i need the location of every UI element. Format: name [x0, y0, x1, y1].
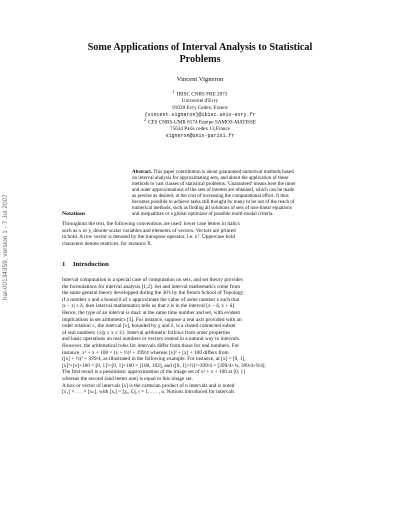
intro-line: of real numbers {x|x̲ ≤ x ≤ x̄}. Interval arithmetic follows from order properties: [62, 329, 231, 336]
affiliation-2-email: vigneron@univ-paris1.fr: [165, 132, 235, 139]
notations-line: characters denote matrices, for instance X.: [62, 240, 153, 247]
intro-line: the formulations for interval analysis [1,2]. Set and interval mathematics come from: [62, 283, 241, 290]
affiliation-1-line-1: $^1$IBISC CNRS FRE 2873: [172, 89, 228, 98]
intro-line: order relation ≤, the interval [x], bounded by x̲ and x̄, is a closed connected subset: [62, 323, 236, 330]
intro-line: and basic operations on real numbers or vectors extend in a natural way to intervals.: [62, 336, 241, 343]
intro-line: The first result is a pessimistic approximation of the image set of x² + x + 100 at [0, 1]: [62, 369, 245, 376]
abstract-line: methods to vast classes of statistical problems. 'Guaranteed' means here the inner: [132, 181, 296, 188]
abstract-line: and outer approximations of the sets of interest are obtained, which can be made: [132, 187, 295, 194]
introduction-body: [62, 277, 352, 396]
intro-line: However, the arithmetical rules for intervals differ from those for real numbers. For: [62, 342, 240, 349]
author-name: Vincent Vigneron: [176, 76, 224, 83]
archive-side-identifier: hal-00134359, version 1 - 7 Jul 2007: [2, 194, 9, 300]
intro-line: implications in set arithmetics [3]. For instance, suppose a real axis provided with an: [62, 316, 242, 323]
abstract-label: Abstract.: [132, 169, 153, 175]
paper-title: Some Applications of Interval Analysis to Statistical Problems: [87, 42, 313, 65]
abstract-line: numerical methods, such as finding all solutions of sets of non-linear equations: [132, 205, 292, 212]
abstract-line: and inequalities or a global optimizer of possible multi-modal criteria.: [132, 211, 274, 218]
affiliation-1-line-3: 91020 Evry Cedex, France: [172, 104, 228, 111]
intro-line: instance, x² + x + 100 = (x + ½)² + 399/4 whereas [x]² + [x] + 100 differs from: [62, 349, 229, 356]
intro-line: A box or vector of intervals [x] is the cartesian product of n intervals and is noted: [62, 382, 235, 389]
abstract-line: on interval analysis for approximating sets, and about the application of these: [132, 175, 289, 182]
affiliation-1-line-2: Université d'Evry: [181, 98, 219, 105]
intro-line: Interval computation is a special case of computation on sets, and set theory provides: [62, 277, 243, 283]
affiliation-2: [0, 117, 400, 140]
section-number: 1: [62, 261, 66, 268]
affiliation-1-email: {vincent.vigneron}@ibisc.univ-evry.fr: [144, 111, 256, 118]
intro-line: [x]²+[x]+100 = [0, 1]²+[0, 1]+100 = [100, 102], and ([0, 1]+½)²+399/4 = [399/4+¼, 399/4+9/4].: [62, 362, 266, 369]
notations-line: such as x or y, denote scalar variables and elements of vectors. Vectors are printed: [62, 227, 236, 234]
abstract-line: as precise as desired, at the cost of increasing the computational effort. It thus: [132, 193, 289, 200]
notations-line: in bold. A row vector is denoted by the transpose operator, i.e. xᵀ. Uppercase bold: [62, 234, 236, 241]
abstract: [132, 169, 344, 217]
intro-line: if a number x and a bound δ of x approximate the value of some number z such that: [62, 296, 240, 303]
affiliation-1: [0, 89, 400, 118]
notations-body: [62, 221, 352, 247]
intro-line: |x − z| ≤ δ, then interval mathematics tells us that z is in the interval [x − δ, x + δ].: [62, 303, 236, 310]
intro-line: ([x] + ½)² + 399/4, as illustrated in the following example. For instance, at [x] = [0, 1],: [62, 356, 246, 363]
affiliation-2-line-1: $^2$CES CNRS-UMR 8174 Equipe SAMOS-MATISSE: [143, 117, 257, 126]
section-title: Introduction: [72, 261, 109, 268]
affiliation-2-line-2: 75634 Paris cedex 13,France: [170, 126, 230, 133]
intro-line: whereas the second (and better one) is equal to this image set.: [62, 375, 193, 382]
notations-line: Throughout the text, the following conventions are used: lower case letters in italics: [62, 221, 240, 227]
abstract-line: becomes possible to achieve tasks still thought by many to be out of the reach of: [132, 199, 295, 206]
notations-heading: Notations: [62, 211, 86, 217]
intro-line: Hence, the type of an interval is dual: at the same time number and set, with evident: [62, 309, 240, 316]
intro-line: the same general theory developped during the 30's by the french School of Topology:: [62, 290, 245, 297]
section-heading-introduction: [62, 261, 109, 268]
abstract-line-1: Abstract. This paper contribution is about guaranteed numerical methods based: [132, 169, 294, 175]
intro-line: [x₁] × . . . × [xₙ], with [xᵢ] = [x̲ᵢ, x̄ᵢ], i = 1, . . . , n. Notions introduced for intervals: [62, 389, 235, 396]
